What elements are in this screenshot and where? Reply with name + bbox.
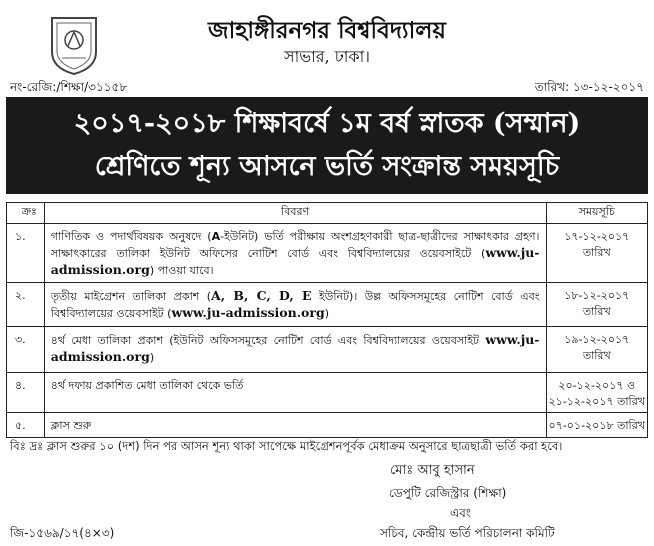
notice-date: তারিখ: ১৩-১২-২০১৭ xyxy=(534,80,644,94)
memo-number: জি-১৫৬৯/১৭(৪×৩) xyxy=(10,526,115,540)
schedule-table xyxy=(6,202,648,438)
date-line: ১৮-১২-২০১৭ xyxy=(564,289,630,302)
signatory-name: মোঃ আবু হাসান xyxy=(390,463,475,478)
date-line: তারিখ xyxy=(582,349,611,362)
banner-line-1: ২০১৭-২০১৮ শিক্ষাবর্ষে ১ম বর্ষ স্নাতক (সম্মান) xyxy=(73,108,581,139)
desc-text: ) xyxy=(324,307,330,320)
desc-text: -ইউনিট) ভর্তি পরীক্ষায় অংশগ্রহণকারী ছাত্র-ছাত্রীদের সাক্ষাৎকার গ্রহণ। সাক্ষাৎকারের তালিকা ইউনিট অফিসের নোটিশ বোর্ড এবং বিশ্ববিদ্যালয়ের ওয়েবসাইটে ( xyxy=(50,230,540,260)
row-serial: ৫. xyxy=(7,413,45,438)
date-line: ০৭-০১-২০১৮ তারিখ xyxy=(548,419,645,432)
date-line: ১৭-১২-২০১৭ xyxy=(564,230,630,243)
row-serial: ৩. xyxy=(7,327,45,373)
date-line: ১৯-১২-২০১৭ xyxy=(564,333,630,346)
row-date xyxy=(546,283,648,327)
row-description: ক্লাস শুরু xyxy=(44,413,546,438)
admission-website-link[interactable]: www.ju-admission.org xyxy=(50,332,540,364)
desc-text: ৪র্থ মেধা তালিকা প্রকাশ (ইউনিট অফিসসমূহের নোটিশ বোর্ড এবং বিশ্ববিদ্যালয়ের ওয়েবসাইট xyxy=(50,334,486,347)
table-row xyxy=(7,283,648,327)
row-date xyxy=(546,224,648,283)
desc-text: তৃতীয় মাইগ্রেশন তালিকা প্রকাশ ( xyxy=(50,290,212,303)
row-serial: ২. xyxy=(7,283,45,327)
row-date xyxy=(546,373,648,413)
row-serial: ৪. xyxy=(7,373,45,413)
desc-text: ইউনিট)। উল্ল অফিসসমূহের নোটিশ বোর্ড এবং বিশ্ববিদ্যালয়ের ওয়েবসাইট ( xyxy=(50,290,540,320)
footnote: বিঃ দ্রঃ ক্লাস শুরুর ১০ (দশ) দিন পর আসন শূন্য থাকা সাপেক্ষে মাইগ্রেশনপূর্বক মেধাক্রম অনুসারে ছাত্রছাত্রী ভর্তি করা হবে। xyxy=(10,439,563,453)
desc-text: গাণিতিক ও পদার্থবিষয়ক অনুষদে ( xyxy=(50,230,212,243)
table-row xyxy=(7,224,648,283)
header-description: বিবরণ xyxy=(44,203,546,224)
row-description xyxy=(44,283,546,327)
date-line: তারিখ xyxy=(582,246,611,259)
header-schedule: সময়সূচি xyxy=(546,203,648,224)
date-line: ২০-১২-২০১৭ ও xyxy=(558,379,636,392)
banner-line-2: শ্রেণিতে শূন্য আসনে ভর্তি সংক্রান্ত সময়সূচি xyxy=(94,151,560,182)
signatory-title: ডেপুটি রেজিস্ট্রার (শিক্ষা) xyxy=(389,486,507,500)
university-name: জাহাঙ্গীরনগর বিশ্ববিদ্যালয় xyxy=(208,17,446,44)
title-banner xyxy=(6,97,648,194)
university-location: সাভার, ঢাকা। xyxy=(284,47,370,66)
table-row xyxy=(7,327,648,373)
row-date xyxy=(546,413,648,438)
date-line: ২১-১২-২০১৭ তারিখ xyxy=(548,395,645,408)
table-header-row xyxy=(7,203,648,224)
date-line: তারিখ xyxy=(582,305,611,318)
row-date xyxy=(546,327,648,373)
desc-text: ) xyxy=(149,351,155,364)
desc-text: ) পাওয়া যাবে। xyxy=(149,264,214,277)
row-description xyxy=(44,327,546,373)
signatory-conjunction: এবং xyxy=(450,506,471,520)
header-serial: ক্রঃ xyxy=(7,203,45,224)
admission-website-link[interactable]: www.ju-admission.org xyxy=(50,245,540,277)
desc-unit: A xyxy=(211,230,221,243)
admission-website-link[interactable]: www.ju-admission.org xyxy=(171,305,325,320)
table-row xyxy=(7,373,648,413)
signatory-title-2: সচিব, কেন্দ্রীয় ভর্তি পরিচালনা কমিটি xyxy=(380,526,555,540)
reference-number: নং-রেজি:/শিক্ষা/৩১১৫৮ xyxy=(10,80,128,94)
row-description xyxy=(44,224,546,283)
desc-unit: A, B, C, D, E xyxy=(211,288,312,303)
row-description: ৪র্থ দফায় প্রকাশিত মেধা তালিকা থেকে ভর্তি xyxy=(44,373,546,413)
row-serial: ১. xyxy=(7,224,45,283)
table-row xyxy=(7,413,648,438)
